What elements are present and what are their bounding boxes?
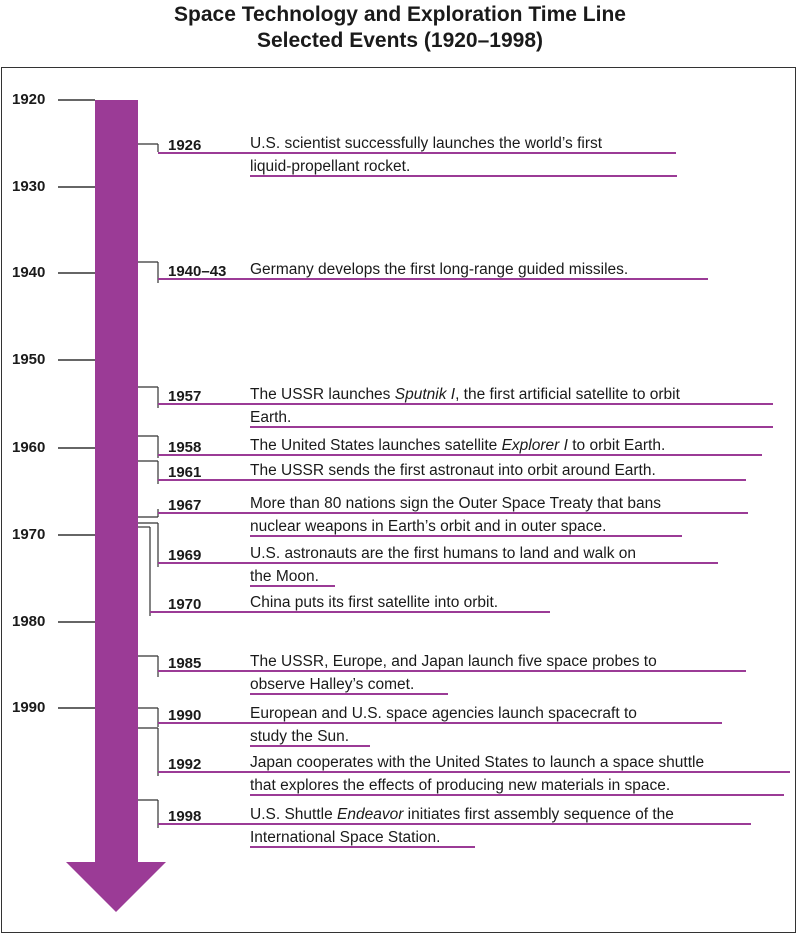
event-year-1961: 1961 xyxy=(168,464,202,481)
event-year-1940–43: 1940–43 xyxy=(168,263,227,280)
event-text-1957-line-2: Earth. xyxy=(250,409,292,426)
event-text-1969-line-2: the Moon. xyxy=(250,568,319,585)
event-year-1998: 1998 xyxy=(168,808,202,825)
event-year-1969: 1969 xyxy=(168,547,202,564)
event-text-1926-line-2: liquid-propellant rocket. xyxy=(250,158,411,175)
event-text-1926-line-1: U.S. scientist successfully launches the world’s first xyxy=(250,135,603,152)
event-text-1990-line-1: European and U.S. space agencies launch spacecraft to xyxy=(250,705,637,722)
event-text-1985-line-2: observe Halley’s comet. xyxy=(250,676,415,693)
tick-label-1920: 1920 xyxy=(12,91,46,108)
event-text-1967-line-1: More than 80 nations sign the Outer Space Treaty that bans xyxy=(250,495,661,512)
event-text-1998-line-1: U.S. Shuttle Endeavor initiates first assembly sequence of the xyxy=(250,806,674,823)
tick-label-1940: 1940 xyxy=(12,264,46,281)
tick-label-1990: 1990 xyxy=(12,699,46,716)
title-line-1: Space Technology and Exploration Time Line xyxy=(174,3,626,26)
event-year-1926: 1926 xyxy=(168,137,202,154)
tick-label-1970: 1970 xyxy=(12,526,46,543)
event-year-1970: 1970 xyxy=(168,596,202,613)
event-text-1961-line-1: The USSR sends the first astronaut into orbit around Earth. xyxy=(250,462,656,479)
title-line-2: Selected Events (1920–1998) xyxy=(256,29,543,52)
event-text-1969-line-1: U.S. astronauts are the first humans to land and walk on xyxy=(250,545,636,562)
tick-label-1980: 1980 xyxy=(12,613,46,630)
event-year-1957: 1957 xyxy=(168,388,202,405)
event-text-1970-line-1: China puts its first satellite into orbit. xyxy=(250,594,499,611)
event-year-1967: 1967 xyxy=(168,497,202,514)
event-year-1990: 1990 xyxy=(168,707,202,724)
event-text-1940–43-line-1: Germany develops the first long-range guided missiles. xyxy=(250,261,629,278)
event-text-1958-line-1: The United States launches satellite Explorer I to orbit Earth. xyxy=(250,437,666,454)
event-year-1992: 1992 xyxy=(168,756,202,773)
event-text-1992-line-1: Japan cooperates with the United States to launch a space shuttle xyxy=(250,754,705,771)
event-text-1998-line-2: International Space Station. xyxy=(250,829,441,846)
timeline-arrow xyxy=(66,100,166,912)
event-text-1957-line-1: The USSR launches Sputnik I, the first artificial satellite to orbit xyxy=(250,386,680,403)
event-text-1992-line-2: that explores the effects of producing new materials in space. xyxy=(250,777,671,794)
tick-label-1960: 1960 xyxy=(12,439,46,456)
tick-label-1950: 1950 xyxy=(12,351,46,368)
event-year-1958: 1958 xyxy=(168,439,202,456)
tick-label-1930: 1930 xyxy=(12,178,46,195)
event-year-1985: 1985 xyxy=(168,655,202,672)
event-text-1990-line-2: study the Sun. xyxy=(250,728,350,745)
event-text-1967-line-2: nuclear weapons in Earth’s orbit and in outer space. xyxy=(250,518,607,535)
event-text-1985-line-1: The USSR, Europe, and Japan launch five space probes to xyxy=(250,653,657,670)
